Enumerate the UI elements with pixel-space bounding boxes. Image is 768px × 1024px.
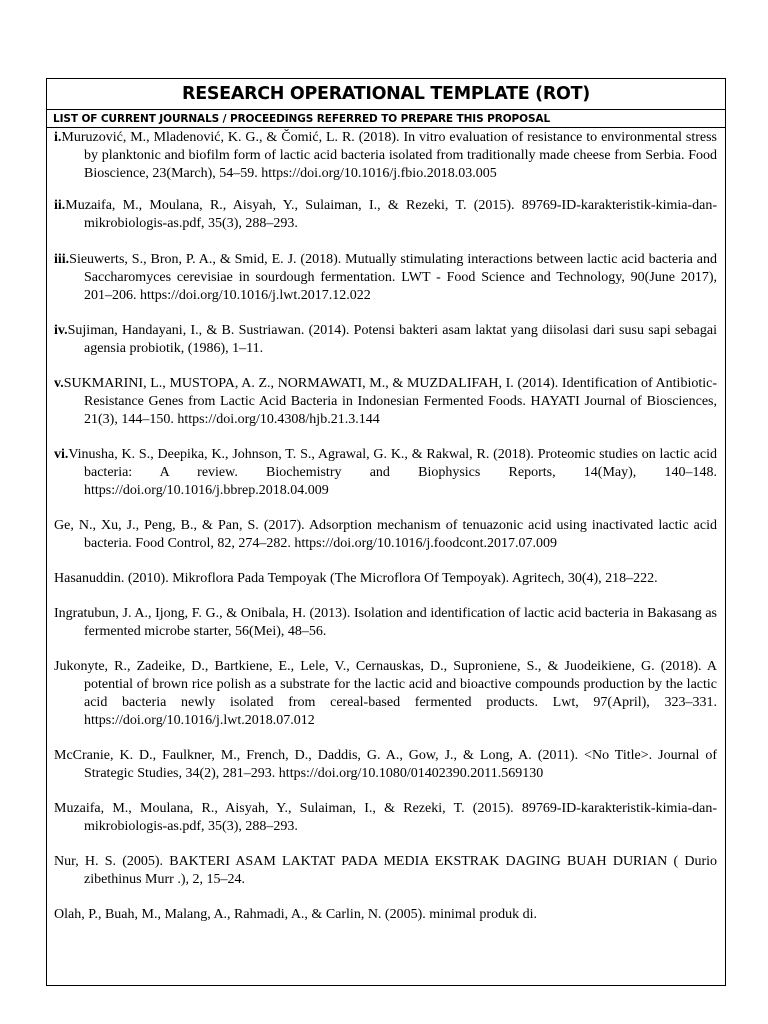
reference-item [54, 747, 717, 783]
reference-item [54, 906, 717, 924]
reference-item [54, 517, 717, 553]
reference-text: Muzaifa, M., Moulana, R., Aisyah, Y., Sulaiman, I., & Rezeki, T. (2015). 89769-ID-karakteristik-kimia-dan-mikrobiologis-as.pdf, 35(3), 288–293. [54, 801, 717, 834]
reference-item [54, 197, 717, 233]
reference-number: ii. [54, 198, 66, 213]
reference-text: McCranie, K. D., Faulkner, M., French, D., Daddis, G. A., Gow, J., & Long, A. (2011). <No Title>. Journal of Strategic Studies, 34(2), 281–293. https://doi.org/10.1080/01402390.2011.569130 [54, 748, 717, 781]
reference-number: vi. [54, 447, 69, 462]
reference-item [54, 446, 717, 500]
reference-text: Ge, N., Xu, J., Peng, B., & Pan, S. (2017). Adsorption mechanism of tenuazonic acid using inactivated lactic acid bacteria. Food Control, 82, 274–282. https://doi.org/10.1016/j.foodcont.2017.07.009 [54, 518, 717, 551]
reference-text: Olah, P., Buah, M., Malang, A., Rahmadi, A., & Carlin, N. (2005). minimal produk di. [54, 907, 537, 922]
reference-text: Ingratubun, J. A., Ijong, F. G., & Onibala, H. (2013). Isolation and identification of lactic acid bacteria in Bakasang as fermented microbe starter, 56(Mei), 48–56. [54, 606, 717, 639]
page-title: RESEARCH OPERATIONAL TEMPLATE (ROT) [47, 79, 725, 110]
reference-text: Sieuwerts, S., Bron, P. A., & Smid, E. J. (2018). Mutually stimulating interactions between lactic acid bacteria and Saccharomyces cerevisiae in sourdough fermentation. LWT - Food Science and Technology, 90(June 2017), 201–206. https://doi.org/10.1016/j.lwt.2017.12.022 [69, 252, 717, 303]
reference-list [47, 128, 725, 924]
reference-number: v. [54, 376, 64, 391]
reference-item [54, 853, 717, 889]
reference-text: SUKMARINI, L., MUSTOPA, A. Z., NORMAWATI, M., & MUZDALIFAH, I. (2014). Identification of Antibiotic-Resistance Genes from Lactic Acid Bacteria in Indonesian Fermented Foods. HAYATI Journal of Biosciences, 21(3), 144–150. https://doi.org/10.4308/hjb.21.3.144 [63, 376, 717, 427]
reference-item [54, 570, 717, 588]
reference-number: iv. [54, 323, 68, 338]
reference-text: Jukonyte, R., Zadeike, D., Bartkiene, E., Lele, V., Cernauskas, D., Suproniene, S., & Juodeikiene, G. (2018). A potential of brown rice polish as a substrate for the lactic acid and bioactive compounds production by the lactic acid bacteria newly isolated from cereal-based fermented products. Lwt, 97(April), 323–331. https://doi.org/10.1016/j.lwt.2018.07.012 [54, 659, 717, 728]
section-header: LIST OF CURRENT JOURNALS / PROCEEDINGS REFERRED TO PREPARE THIS PROPOSAL [47, 110, 725, 128]
reference-item [54, 605, 717, 641]
reference-text: Vinusha, K. S., Deepika, K., Johnson, T. S., Agrawal, G. K., & Rakwal, R. (2018). Proteomic studies on lactic acid bacteria: A review. Biochemistry and Biophysics Reports, 14(May), 140–148. https://doi.org/10.1016/j.bbrep.2018.04.009 [68, 447, 717, 498]
reference-number: iii. [54, 252, 70, 267]
reference-text: Muruzović, M., Mladenović, K. G., & Čomić, L. R. (2018). In vitro evaluation of resistance to environmental stress by planktonic and biofilm form of lactic acid bacteria isolated from traditionally made cheese from Serbia. Food Bioscience, 23(March), 54–59. https://doi.org/10.1016/j.fbio.2018.03.005 [61, 130, 717, 181]
reference-item [54, 800, 717, 836]
reference-text: Hasanuddin. (2010). Mikroflora Pada Tempoyak (The Microflora Of Tempoyak). Agritech, 30(4), 218–222. [54, 571, 658, 586]
reference-number: i. [54, 130, 62, 145]
reference-item [54, 322, 717, 358]
reference-item [54, 375, 717, 429]
reference-item [54, 251, 717, 305]
reference-item [54, 658, 717, 730]
reference-text: Nur, H. S. (2005). BAKTERI ASAM LAKTAT PADA MEDIA EKSTRAK DAGING BUAH DURIAN ( Durio zibethinus Murr .), 2, 15–24. [54, 854, 717, 887]
reference-text: Muzaifa, M., Moulana, R., Aisyah, Y., Sulaiman, I., & Rezeki, T. (2015). 89769-ID-karakteristik-kimia-dan-mikrobiologis-as.pdf, 35(3), 288–293. [65, 198, 717, 231]
reference-item [54, 129, 717, 183]
reference-text: Sujiman, Handayani, I., & B. Sustriawan. (2014). Potensi bakteri asam laktat yang diisolasi dari susu sapi sebagai agensia probiotik, (1986), 1–11. [67, 323, 717, 356]
rot-table [46, 78, 726, 986]
